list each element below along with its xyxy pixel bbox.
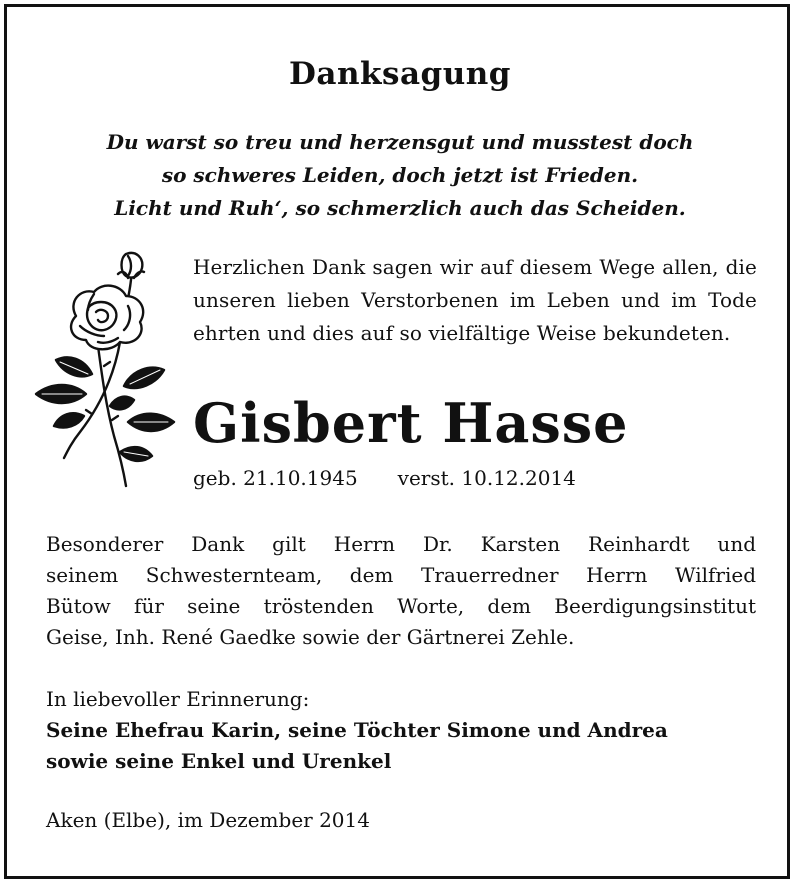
birth-date: geb. 21.10.1945 [193,466,358,490]
poem-line: Du warst so treu und herzensgut und musstest doch [106,130,694,154]
poem-line: Licht und Ruh‘, so schmerzlich auch das Scheiden. [114,196,686,220]
notice-heading: Danksagung [289,56,511,92]
poem [0,126,800,225]
thanks-line: seinem Schwesternteam, dem Trauerredner Herrn Wilfried [46,563,756,587]
thanks-paragraph [46,529,756,653]
life-dates [193,466,576,490]
family-line: sowie seine Enkel und Urenkel [46,749,392,773]
family-line: Seine Ehefrau Karin, seine Töchter Simone und Andrea [46,718,668,742]
deceased-name: Gisbert Hasse [193,391,629,455]
memory-intro: In liebevoller Erinnerung: [46,687,310,711]
place-date: Aken (Elbe), im Dezember 2014 [46,808,370,832]
memory-block [46,684,668,777]
death-date: verst. 10.12.2014 [397,466,576,490]
thanks-line: Geise, Inh. René Gaedke sowie der Gärtnerei Zehle. [46,625,575,649]
poem-line: so schweres Leiden, doch jetzt ist Frieden. [161,163,639,187]
rose-icon [28,246,183,491]
intro-text: Herzlichen Dank sagen wir auf diesem Wege allen, die unseren lieben Verstorbenen im Leben und im Tode ehrten und dies auf so vielfältige Weise bekundeten. [193,255,757,345]
thanks-line: Besonderer Dank gilt Herrn Dr. Karsten Reinhardt und [46,532,756,556]
thanks-line: Bütow für seine tröstenden Worte, dem Beerdigungsinstitut [46,594,756,618]
